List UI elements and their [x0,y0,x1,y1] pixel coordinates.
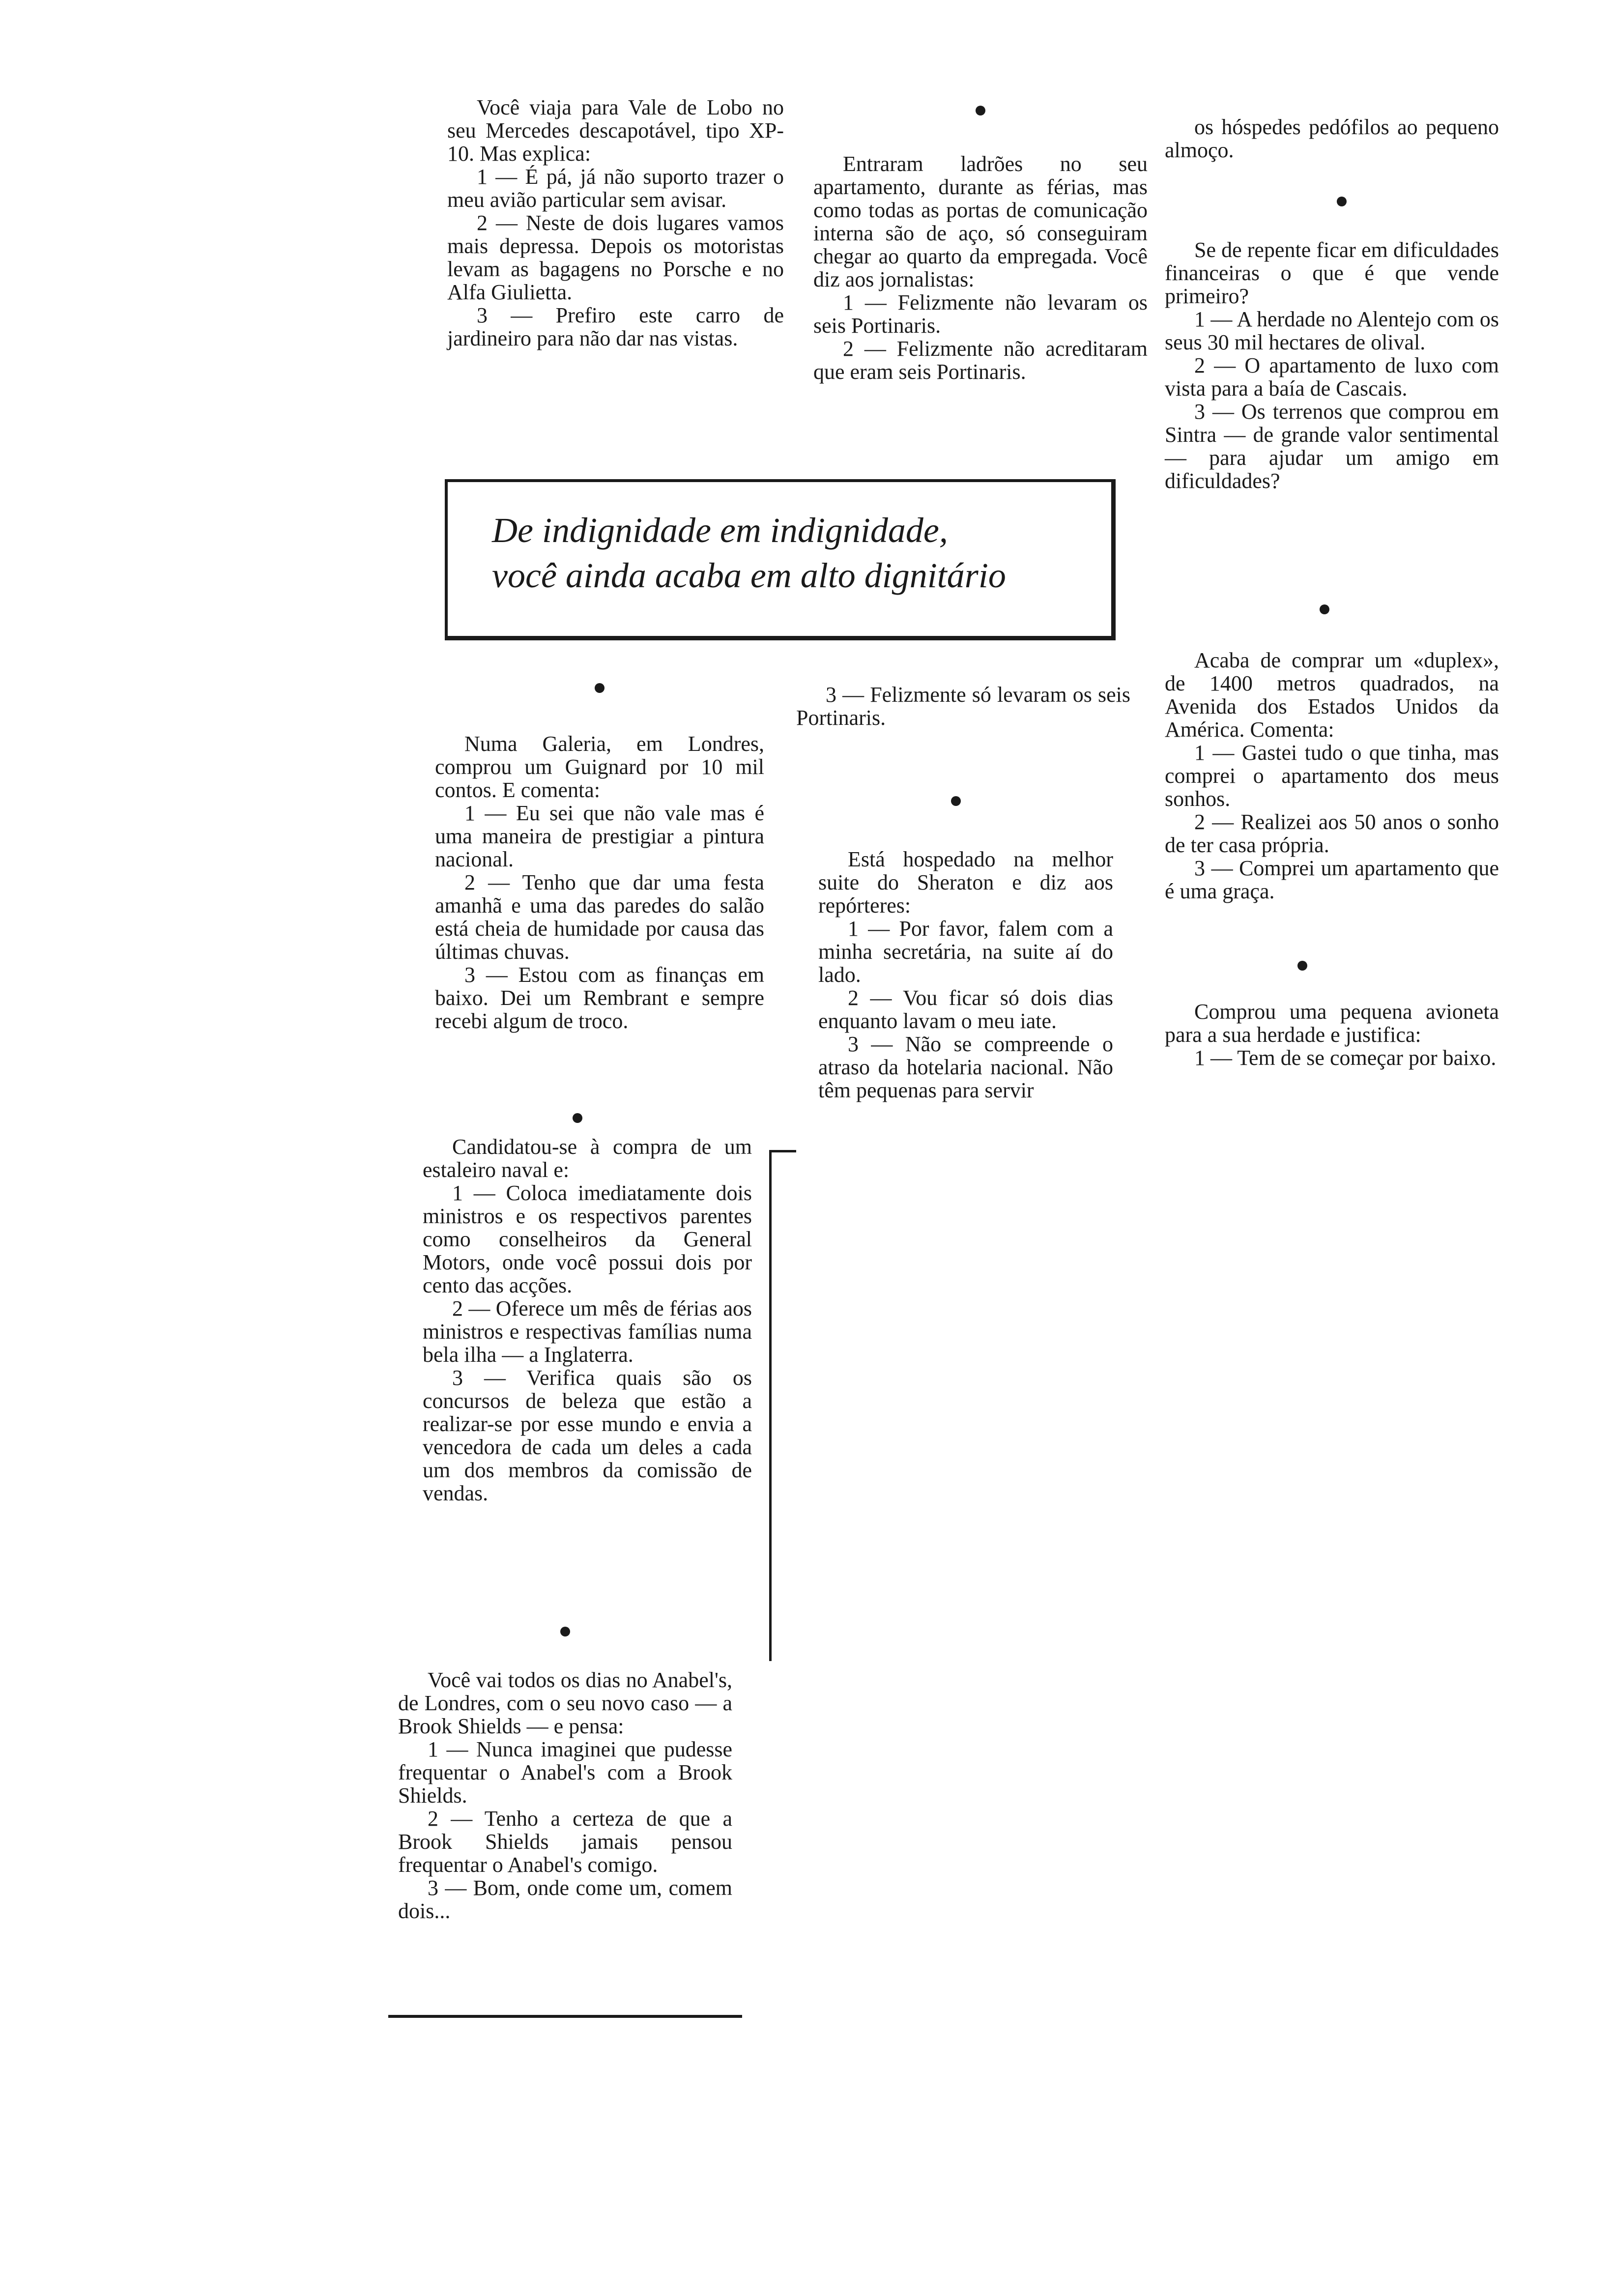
paragraph: 2 — Felizmente não acreditaram que eram seis Portinaris. [813,337,1148,384]
headline-line-1: De indignidade em indignidade, [492,511,948,550]
paragraph: Entraram ladrões no seu apartamento, durante as férias, mas como todas as portas de comunicação interna são de aço, só conseguiram chegar ao quarto da empregada. Você diz aos jornalistas: [813,152,1148,291]
paragraph: 2 — Neste de dois lugares vamos mais depressa. Depois os motoristas levam as bagagens no Porsche e no Alfa Giulietta. [447,211,784,304]
paragraph: 1 — A herdade no Alentejo com os seus 30 mil hectares de olival. [1165,307,1499,354]
paragraph: 1 — Felizmente não levaram os seis Portinaris. [813,290,1148,338]
article-col2-continuation [796,683,1130,729]
paragraph: 2 — Oferece um mês de férias aos ministros e respectivas famílias numa bela ilha — a Inglaterra. [423,1296,752,1367]
section-bullet [595,683,604,693]
paragraph: 2 — Tenho que dar uma festa amanhã e uma das paredes do salão está cheia de humidade por causa das últimas chuvas. [435,870,764,964]
paragraph: 2 — Vou ficar só dois dias enquanto lavam o meu iate. [818,986,1113,1033]
paragraph: 3 — Comprei um apartamento que é uma graça. [1165,856,1499,903]
column-rule [769,1150,772,1661]
bottom-rule [388,2015,742,2018]
section-bullet [560,1627,570,1636]
article-col1-anabels [398,1668,732,1923]
section-bullet [1337,197,1347,206]
paragraph: 2 — Tenho a certeza de que a Brook Shields jamais pensou frequentar o Anabel's comigo. [398,1807,732,1877]
paragraph: 1 — Por favor, falem com a minha secretária, na suite aí do lado. [818,917,1113,987]
article-col3-duplex [1165,649,1499,903]
paragraph: 1 — Coloca imediatamente dois ministros e os respectivos parentes como conselheiros da General Motors, onde você possui dois por cento das acções. [423,1181,752,1297]
article-col1-top [447,96,784,350]
paragraph: 3 — Verifica quais são os concursos de beleza que estão a realizar-se por esse mundo e envia a vencedora de cada um deles a cada um dos membros da comissão de vendas. [423,1366,752,1505]
section-bullet [1320,604,1329,614]
paragraph: Candidatou-se à compra de um estaleiro naval e: [423,1135,752,1182]
paragraph: 1 — Eu sei que não vale mas é uma maneira de prestigiar a pintura nacional. [435,801,764,871]
paragraph: Comprou uma pequena avioneta para a sua herdade e justifica: [1165,1000,1499,1047]
paragraph: 1 — Tem de se começar por baixo. [1194,1046,1497,1070]
article-col3-finances [1165,238,1499,492]
paragraph: Está hospedado na melhor suite do Sheraton e diz aos repórteres: [818,847,1113,918]
paragraph: Você vai todos os dias no Anabel's, de Londres, com o seu novo caso — a Brook Shields — e pensa: [398,1668,732,1738]
article-col1-galeria [435,732,764,1033]
section-bullet [976,106,985,115]
section-bullet [951,796,961,806]
paragraph: os hóspedes pedófilos ao pequeno almoço. [1165,115,1499,162]
article-col1-estaleiro [423,1135,752,1505]
paragraph: 3 — Estou com as finanças em baixo. Dei um Rembrant e sempre recebi algum de troco. [435,963,764,1033]
paragraph: 3 — Os terrenos que comprou em Sintra — de grande valor sentimental — para ajudar um amigo em dificuldades? [1165,400,1499,493]
paragraph: 1 — É pá, já não suporto trazer o meu avião particular sem avisar. [447,165,784,212]
paragraph: 1 — Nunca imaginei que pudesse frequentar o Anabel's com a Brook Shields. [398,1737,732,1808]
article-col2-sheraton [818,848,1113,1102]
paragraph: Acaba de comprar um «duplex», de 1400 metros quadrados, na Avenida dos Estados Unidos da América. Comenta: [1165,648,1499,742]
paragraph: 3 — Bom, onde come um, comem dois... [398,1876,732,1923]
article-col2-top [813,152,1148,383]
paragraph: Numa Galeria, em Londres, comprou um Guignard por 10 mil contos. E comenta: [435,732,764,802]
paragraph: 3 — Não se compreende o atraso da hotelaria nacional. Não têm pequenas para servir [818,1032,1113,1102]
section-bullet [1297,961,1307,971]
paragraph: Você viaja para Vale de Lobo no seu Mercedes descapotável, tipo XP-10. Mas explica: [447,95,784,166]
headline-line-2: você ainda acaba em alto dignitário [492,556,1006,595]
paragraph: 3 — Prefiro este carro de jardineiro para não dar nas vistas. [447,303,784,350]
article-col3-continuation [1165,115,1499,162]
paragraph: Se de repente ficar em dificuldades financeiras o que é que vende primeiro? [1165,238,1499,308]
paragraph: 2 — Realizei aos 50 anos o sonho de ter casa própria. [1165,810,1499,857]
column-rule-top [769,1150,796,1152]
article-col3-avioneta [1165,1000,1499,1069]
headline-box [445,479,1116,640]
paragraph: 3 — Felizmente só levaram os seis Portinaris. [796,683,1130,730]
paragraph: 2 — O apartamento de luxo com vista para a baía de Cascais. [1165,353,1499,401]
section-bullet [573,1113,582,1123]
paragraph: 1 — Gastei tudo o que tinha, mas comprei o apartamento dos meus sonhos. [1165,741,1499,811]
